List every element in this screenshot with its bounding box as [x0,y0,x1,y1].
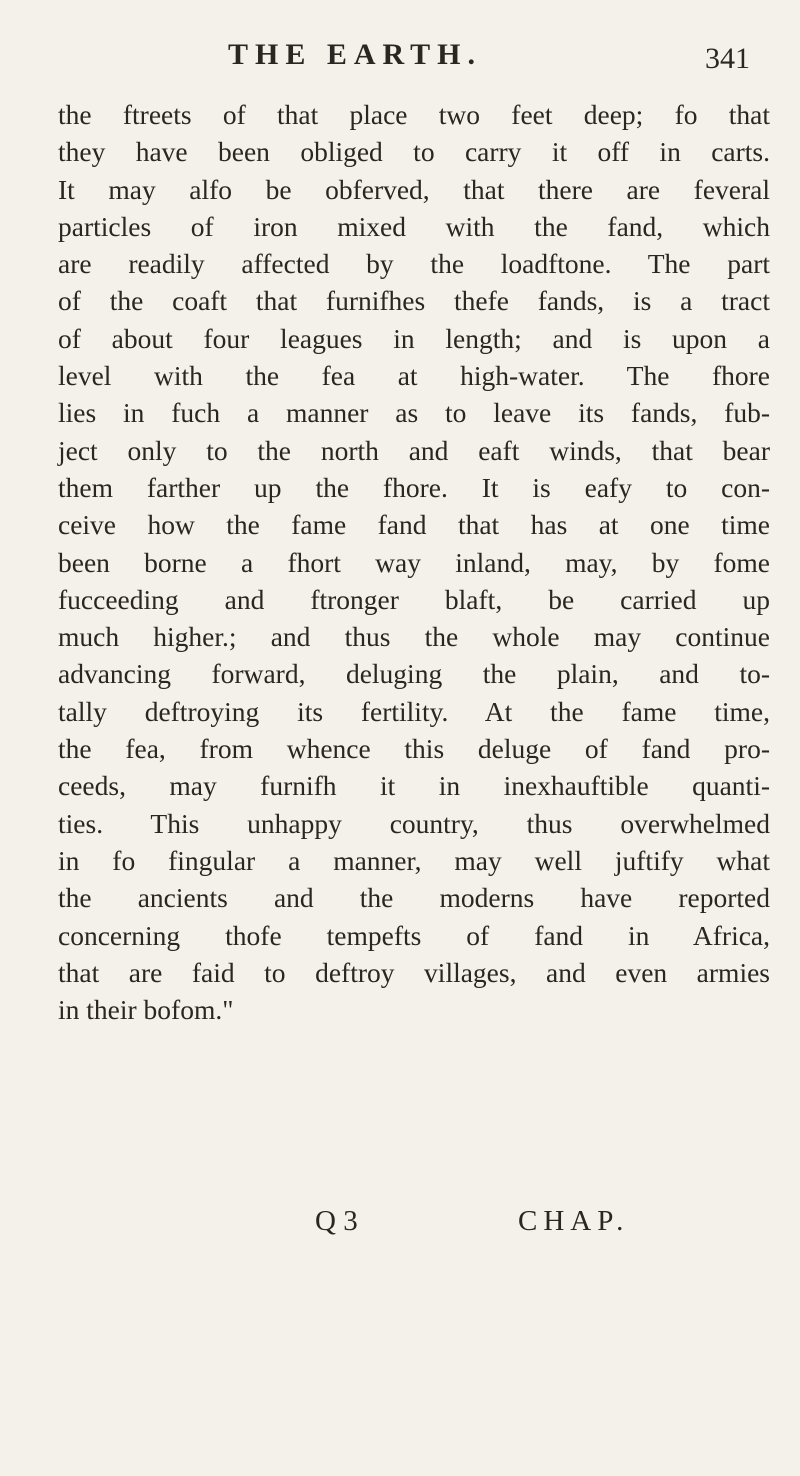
text-line: in fo fingular a manner, may well juftify what [58,844,770,876]
text-line: in their bofom." [58,994,234,1026]
text-line: particles of iron mixed with the fand, which [58,210,770,242]
text-line: of about four leagues in length; and is upon a [58,322,770,354]
running-head-title: THE EARTH. [228,38,482,71]
text-line: It may alfo be obferved, that there are feveral [58,173,770,205]
text-line: tally deftroying its fertility. At the fame time, [58,695,770,727]
text-line: of the coaft that furnifhes thefe fands, is a tract [58,285,770,317]
page-footer [0,1205,800,1255]
catchword: CHAP. [518,1205,630,1237]
text-line: are readily affected by the loadftone. The part [58,248,770,280]
text-line: ties. This unhappy country, thus overwhelmed [58,807,770,839]
text-line: the ancients and the moderns have reported [58,882,770,914]
text-line: the ftreets of that place two feet deep; fo that [58,99,770,130]
text-line: the fea, from whence this deluge of fand pro- [58,733,770,765]
text-line: level with the fea at high-water. The fhore [58,360,770,392]
text-line: they have been obliged to carry it off in carts. [58,136,770,168]
signature-mark: Q 3 [315,1205,358,1237]
text-line: fucceeding and ftronger blaft, be carried up [58,583,770,615]
text-line: ceeds, may furnifh it in inexhauftible quanti- [58,770,770,802]
text-line: that are faid to deftroy villages, and even armies [58,956,770,988]
page-number: 341 [705,42,750,75]
text-line: ceive how the fame fand that has at one time [58,509,770,541]
text-line: been borne a fhort way inland, may, by fome [58,546,770,578]
running-head [0,38,800,88]
text-line: advancing forward, deluging the plain, and to- [58,658,770,690]
text-line: concerning thofe tempefts of fand in Africa, [58,919,770,951]
text-line: much higher.; and thus the whole may continue [58,621,770,653]
body-text [58,96,770,1028]
text-line: lies in fuch a manner as to leave its fands, fub- [58,397,770,429]
text-line: ject only to the north and eaft winds, that bear [58,434,770,466]
text-line: them farther up the fhore. It is eafy to con- [58,471,770,503]
